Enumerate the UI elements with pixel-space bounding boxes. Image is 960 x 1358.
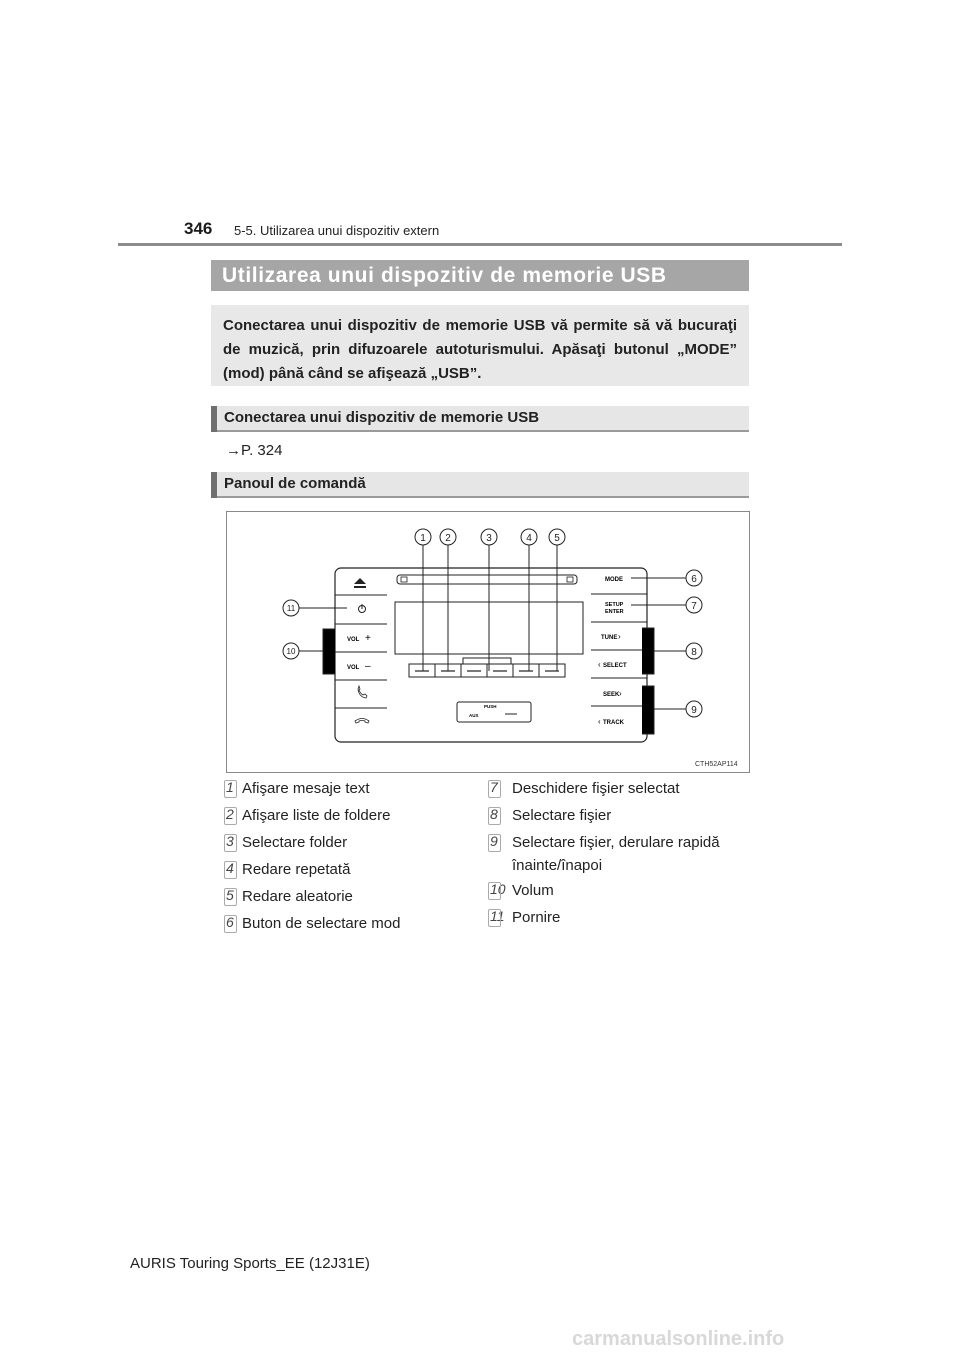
callout-8: 8 bbox=[691, 647, 697, 658]
track-label: TRACK bbox=[603, 720, 624, 726]
push-label: PUSH bbox=[484, 704, 497, 709]
page-number: 346 bbox=[184, 219, 213, 238]
subheading-panel bbox=[211, 472, 749, 498]
page-reference[interactable]: →P. 324 bbox=[226, 442, 283, 459]
legend-right bbox=[490, 779, 750, 935]
vol-minus-label: VOL bbox=[347, 665, 360, 671]
control-panel-illustration bbox=[227, 512, 749, 772]
figure-code: CTH52AP114 bbox=[695, 761, 738, 768]
svg-text:›: › bbox=[619, 689, 622, 698]
callout-4: 4 bbox=[526, 533, 532, 544]
callout-10: 10 bbox=[286, 647, 296, 656]
intro-box bbox=[211, 305, 749, 386]
legend-item: 8 Selectare fişier bbox=[490, 806, 612, 824]
svg-text:–: – bbox=[365, 661, 371, 672]
legend-item: 10 Volum bbox=[490, 881, 554, 899]
aux-label: AUX bbox=[469, 713, 479, 718]
callout-11: 11 bbox=[286, 604, 296, 613]
callout-2: 2 bbox=[445, 533, 451, 544]
legend-item: 9 Selectare fişier, derulare rapidă înainte/înapoi bbox=[490, 833, 720, 874]
control-panel-figure bbox=[226, 511, 750, 773]
subheading-connect bbox=[211, 406, 749, 432]
tune-label: TUNE bbox=[601, 635, 618, 641]
callout-1: 1 bbox=[420, 533, 426, 544]
callout-5: 5 bbox=[554, 533, 560, 544]
mode-label: MODE bbox=[605, 577, 623, 583]
section-heading: 5-5. Utilizarea unui dispozitiv extern bbox=[234, 223, 440, 238]
subheading-panel-text: Panoul de comandă bbox=[224, 475, 366, 492]
intro-text: Conectarea unui dispozitiv de memorie USB vă permite să vă bucuraţi de muzică, prin difuzoarele autoturismului. Apăsaţi butonul „MODE” (mod) până când se afişează „USB”. bbox=[223, 317, 737, 382]
seek-label: SEEK bbox=[603, 692, 620, 698]
svg-text:›: › bbox=[618, 632, 621, 641]
enter-label: ENTER bbox=[605, 609, 624, 615]
vol-plus-label: VOL bbox=[347, 637, 360, 643]
svg-text:‹: ‹ bbox=[598, 717, 601, 726]
legend-item: 11 Pornire bbox=[490, 908, 561, 926]
footer-text: AURIS Touring Sports_EE (12J31E) bbox=[130, 1255, 370, 1272]
legend-item: 7 Deschidere fişier selectat bbox=[490, 779, 680, 797]
setup-label: SETUP bbox=[605, 602, 624, 608]
subheading-connect-text: Conectarea unui dispozitiv de memorie USB bbox=[224, 409, 540, 426]
svg-text:‹: ‹ bbox=[598, 660, 601, 669]
svg-text:+: + bbox=[365, 633, 371, 644]
select-label: SELECT bbox=[603, 663, 627, 669]
callout-7: 7 bbox=[691, 601, 697, 612]
callout-3: 3 bbox=[486, 533, 492, 544]
page-title: Utilizarea unui dispozitiv de memorie USB bbox=[222, 264, 667, 287]
watermark[interactable]: carmanualsonline.info bbox=[572, 1328, 785, 1350]
header-rule bbox=[118, 243, 842, 246]
callout-6: 6 bbox=[691, 574, 697, 585]
callout-9: 9 bbox=[691, 705, 697, 716]
